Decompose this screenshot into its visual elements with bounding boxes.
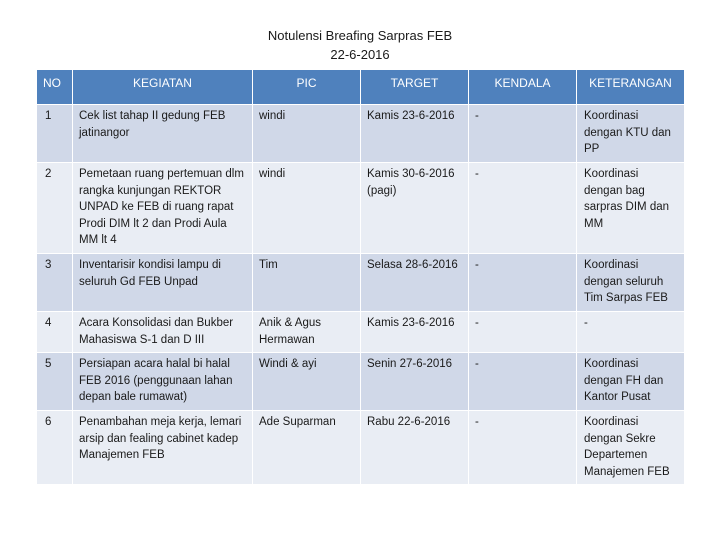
table-row bbox=[37, 411, 685, 485]
cell-keterangan bbox=[577, 353, 685, 411]
cell-kegiatan: Penambahan meja kerja, lemari arsip dan fealing cabinet kadep Manajemen FEB bbox=[73, 411, 253, 485]
cell-kegiatan: Pemetaan ruang pertemuan dlm rangka kunjungan REKTOR UNPAD ke FEB di ruang rapat Prodi DIM lt 2 dan Prodi Aula MM lt 4 bbox=[73, 163, 253, 254]
table-row bbox=[37, 353, 685, 411]
cell-target: Kamis 30-6-2016 (pagi) bbox=[361, 163, 469, 254]
cell-target: Kamis 23-6-2016 bbox=[361, 105, 469, 163]
cell-keterangan bbox=[577, 105, 685, 163]
keterangan-text: - bbox=[584, 317, 588, 329]
cell-kendala: - bbox=[469, 105, 577, 163]
column-header-no: NO bbox=[37, 70, 73, 105]
cell-kegiatan: Acara Konsolidasi dan Bukber Mahasiswa S-1 dan D III bbox=[73, 312, 253, 353]
cell-pic: windi bbox=[253, 105, 361, 163]
cell-target: Senin 27-6-2016 bbox=[361, 353, 469, 411]
table-row bbox=[37, 254, 685, 312]
column-header-kendala: KENDALA bbox=[469, 70, 577, 105]
table-row bbox=[37, 105, 685, 163]
column-header-keterangan: KETERANGAN bbox=[577, 70, 685, 105]
keterangan-text: Koordinasi dengan Sekre Departemen Manajemen FEB bbox=[584, 416, 670, 478]
document-title bbox=[0, 26, 720, 64]
cell-keterangan bbox=[577, 163, 685, 254]
cell-pic: windi bbox=[253, 163, 361, 254]
column-header-kegiatan: KEGIATAN bbox=[73, 70, 253, 105]
keterangan-text: Koordinasi dengan KTU dan PP bbox=[584, 110, 671, 155]
cell-kendala: - bbox=[469, 312, 577, 353]
cell-no: 1 bbox=[37, 105, 73, 163]
cell-kendala: - bbox=[469, 254, 577, 312]
cell-pic: Ade Suparman bbox=[253, 411, 361, 485]
cell-target: Rabu 22-6-2016 bbox=[361, 411, 469, 485]
cell-kegiatan: Persiapan acara halal bi halal FEB 2016 (penggunaan lahan depan bale rumawat) bbox=[73, 353, 253, 411]
cell-pic: Windi & ayi bbox=[253, 353, 361, 411]
table-header-row bbox=[37, 70, 685, 105]
cell-kendala: - bbox=[469, 353, 577, 411]
cell-no: 2 bbox=[37, 163, 73, 254]
table-row bbox=[37, 312, 685, 353]
minutes-table bbox=[36, 69, 685, 485]
keterangan-text: Koordinasi dengan bag sarpras DIM dan MM bbox=[584, 168, 670, 230]
column-header-target: TARGET bbox=[361, 70, 469, 105]
column-header-pic: PIC bbox=[253, 70, 361, 105]
cell-no: 3 bbox=[37, 254, 73, 312]
cell-kegiatan: Cek list tahap II gedung FEB jatinangor bbox=[73, 105, 253, 163]
cell-no: 6 bbox=[37, 411, 73, 485]
cell-no: 4 bbox=[37, 312, 73, 353]
cell-kegiatan: Inventarisir kondisi lampu di seluruh Gd FEB Unpad bbox=[73, 254, 253, 312]
keterangan-text: Koordinasi dengan seluruh Tim Sarpas FEB bbox=[584, 259, 668, 304]
cell-pic: Anik & Agus Hermawan bbox=[253, 312, 361, 353]
keterangan-text: Koordinasi dengan FH dan Kantor Pusat bbox=[584, 358, 664, 403]
title-text: Notulensi Breafing Sarpras FEB bbox=[267, 28, 453, 43]
table-row bbox=[37, 163, 685, 254]
cell-pic: Tim bbox=[253, 254, 361, 312]
cell-kendala: - bbox=[469, 163, 577, 254]
cell-keterangan bbox=[577, 312, 685, 353]
cell-no: 5 bbox=[37, 353, 73, 411]
title-date: 22-6-2016 bbox=[330, 47, 390, 62]
cell-keterangan bbox=[577, 411, 685, 485]
cell-keterangan bbox=[577, 254, 685, 312]
cell-target: Selasa 28-6-2016 bbox=[361, 254, 469, 312]
cell-kendala: - bbox=[469, 411, 577, 485]
cell-target: Kamis 23-6-2016 bbox=[361, 312, 469, 353]
